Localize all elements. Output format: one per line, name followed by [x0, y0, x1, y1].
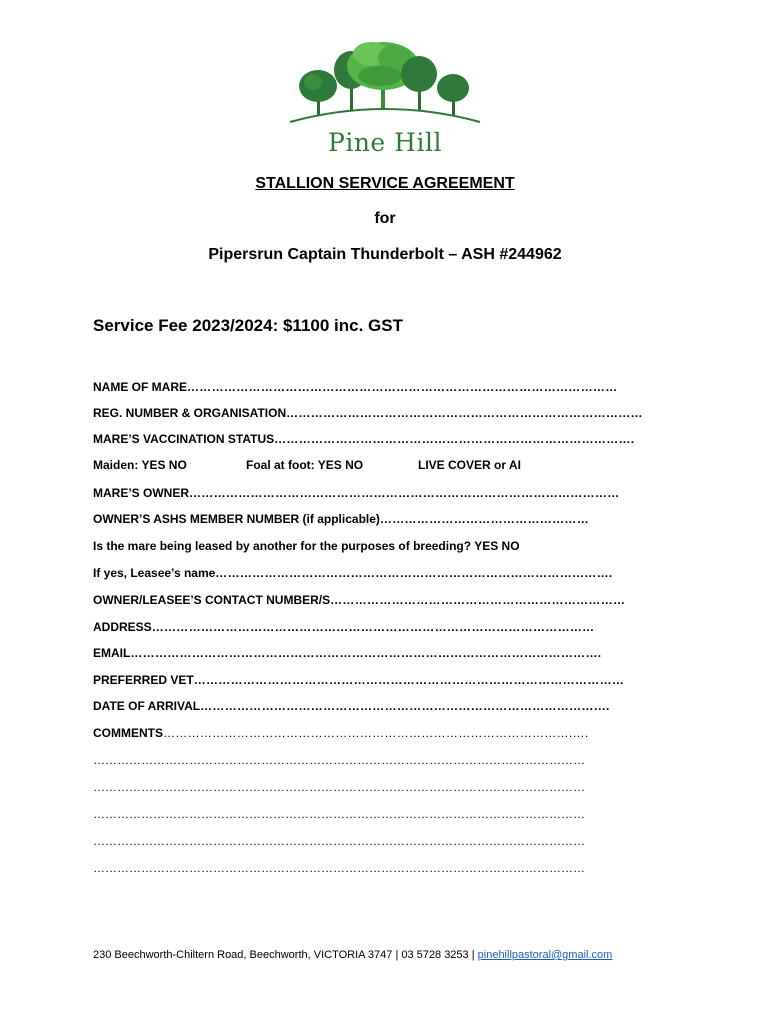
leased-question[interactable] — [93, 539, 603, 553]
comment-line[interactable]: …………………………………………………………………………………………………………… — [93, 780, 585, 794]
field-label: ADDRESS — [93, 620, 152, 634]
field-fill-line: …………………………………………………………………………………………… — [189, 486, 620, 500]
field-fill-line: ……………………………………………………………… — [330, 593, 626, 607]
field-fill-line: …………………………………………………………………………………………… — [187, 380, 618, 394]
name-of-mare-field[interactable] — [93, 380, 618, 394]
agreement-heading: STALLION SERVICE AGREEMENT — [255, 175, 515, 192]
date-of-arrival-field[interactable] — [93, 699, 610, 713]
field-label: OWNER’S ASHS MEMBER NUMBER (if applicable) — [93, 512, 380, 526]
comment-line[interactable]: …………………………………………………………………………………………………………… — [93, 753, 585, 767]
contact-number-field[interactable] — [93, 593, 626, 607]
field-fill-line: ……………………………………………………………………………. — [274, 432, 635, 446]
footer-email-link[interactable]: pinehillpastoral@gmail.com — [477, 949, 613, 961]
mare-owner-field[interactable] — [93, 486, 620, 500]
live-cover-option[interactable]: LIVE COVER or AI — [418, 458, 521, 472]
service-fee: Service Fee 2023/2024: $1100 inc. GST — [93, 316, 403, 335]
field-label: REG. NUMBER & ORGANISATION — [93, 406, 287, 420]
comments-field[interactable] — [93, 726, 603, 740]
preferred-vet-field[interactable] — [93, 673, 625, 687]
comment-line[interactable]: …………………………………………………………………………………………………………… — [93, 834, 585, 848]
field-fill-line: …………………………………………………………………………………………… — [193, 673, 625, 687]
field-fill-line: ……………………………………………………………………………………. — [215, 566, 613, 580]
pine-hill-trees-logo — [285, 38, 485, 128]
field-fill-line: ……………………………………………………………………………………….…. — [163, 726, 589, 740]
field-label: NAME OF MARE — [93, 380, 187, 394]
field-label: Is the mare being leased by another for the purposes of breeding? YES NO — [93, 539, 520, 553]
stallion-name: Pipersrun Captain Thunderbolt – ASH #244962 — [208, 246, 562, 263]
field-label: COMMENTS — [93, 726, 163, 740]
field-fill-line: ……………………………………………………………………………………………… — [151, 620, 595, 634]
field-label: MARE’S VACCINATION STATUS — [93, 432, 275, 446]
field-fill-line: …………………………………………………………………………… — [286, 406, 643, 420]
footer-address: 230 Beechworth-Chiltern Road, Beechworth, VICTORIA 3747 | 03 5728 3253 | — [93, 949, 478, 961]
field-label: EMAIL — [93, 646, 131, 660]
address-field[interactable] — [93, 620, 603, 634]
reg-number-field[interactable] — [93, 406, 643, 420]
foal-at-foot-option[interactable]: Foal at foot: YES NO — [246, 458, 364, 472]
brand-name: Pine Hill — [328, 128, 442, 157]
comment-line[interactable]: …………………………………………………………………………………………………………… — [93, 861, 585, 875]
for-label: for — [374, 210, 396, 227]
footer-contact — [93, 949, 612, 961]
maiden-option[interactable]: Maiden: YES NO — [93, 458, 187, 472]
comment-line[interactable]: …………………………………………………………………………………………………………… — [93, 807, 585, 821]
field-label: PREFERRED VET — [93, 673, 194, 687]
field-label: MARE’S OWNER — [93, 486, 189, 500]
field-fill-line: …………………………………………… — [379, 512, 590, 526]
field-label: OWNER/LEASEE’S CONTACT NUMBER/S — [93, 593, 331, 607]
owner-ashs-number-field[interactable] — [93, 512, 603, 526]
leasee-name-field[interactable] — [93, 566, 613, 580]
vaccination-status-field[interactable] — [93, 432, 635, 446]
field-label: DATE OF ARRIVAL — [93, 699, 201, 713]
field-fill-line: ……………………………………………………………………………………………………. — [130, 646, 602, 660]
field-fill-line: ………………………………………………………………………………………. — [200, 699, 610, 713]
field-label: If yes, Leasee’s name — [93, 566, 216, 580]
email-field[interactable] — [93, 646, 603, 660]
